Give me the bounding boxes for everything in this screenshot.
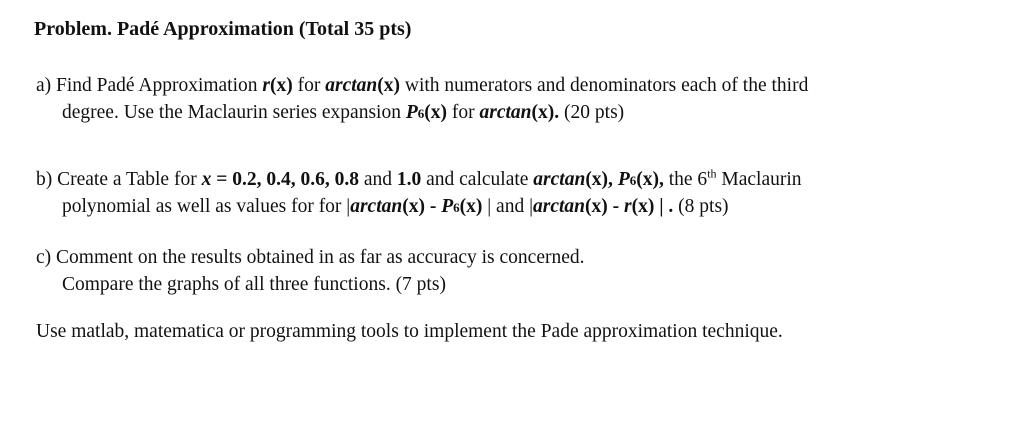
p-symbol: P (617, 169, 630, 190)
r-symbol: r (262, 75, 270, 96)
part-a-line-2 (62, 103, 624, 123)
part-a-text: with numerators and denominators each of the third (400, 75, 809, 96)
part-a-text: a) Find Padé Approximation (36, 75, 263, 96)
part-b-points: (8 pts) (673, 196, 729, 217)
part-b-text: b) Create a Table for (36, 169, 202, 190)
arctan-symbol: arctan (325, 75, 378, 96)
arctan-arg: (x) (377, 75, 401, 96)
p-symbol: P (441, 196, 454, 217)
arctan-symbol: arctan (479, 102, 532, 123)
part-c-line-2: Compare the graphs of all three functions. (7 pts) (62, 274, 446, 295)
part-a-points: (20 pts) (559, 102, 625, 123)
part-b-line-1 (36, 166, 802, 190)
arctan-symbol: arctan (533, 196, 586, 217)
p-subscript: 6 (453, 200, 460, 215)
part-b-text: | and | (482, 196, 533, 217)
arctan-arg: (x) (402, 196, 425, 217)
r-arg: (x) (270, 75, 293, 96)
p-arg: (x), (636, 169, 664, 190)
arctan-arg: (x). (531, 102, 560, 123)
part-b-line-2 (62, 197, 729, 217)
x-symbol: x (201, 169, 212, 190)
r-arg: (x) (631, 196, 655, 217)
part-c-line-1: c) Comment on the results obtained in as far as accuracy is concerned. (36, 247, 585, 268)
p-subscript: 6 (629, 173, 637, 188)
arctan-symbol: arctan (533, 169, 586, 190)
instructions-note: Use matlab, matematica or programming tools to implement the Pade approximation technique. (36, 321, 783, 342)
part-a-line-1 (36, 76, 808, 96)
x-values: = 0.2, 0.4, 0.6, 0.8 (211, 169, 359, 190)
ordinal-superscript: th (707, 166, 717, 181)
arctan-symbol: arctan (350, 196, 403, 217)
r-symbol: r (624, 196, 632, 217)
minus-sign: - (424, 196, 442, 217)
p-symbol: P (405, 102, 418, 123)
part-b-text: the 6 (663, 169, 708, 190)
part-a-text: for (292, 75, 326, 96)
part-b-text: and calculate (421, 169, 534, 190)
arctan-arg: (x), (585, 169, 613, 190)
problem-title: Problem. Padé Approximation (Total 35 pts) (34, 18, 412, 40)
part-b-text: polynomial as well as values for for | (62, 196, 351, 217)
abs-close: | . (654, 196, 674, 217)
p-subscript: 6 (417, 106, 425, 121)
part-b-text: Maclaurin (716, 169, 802, 190)
part-a-text: degree. Use the Maclaurin series expansion (62, 102, 406, 123)
part-b-text: and (358, 169, 397, 190)
p-arg: (x) (424, 102, 448, 123)
arctan-arg: (x) (585, 196, 608, 217)
minus-sign: - (607, 196, 625, 217)
x-value-last: 1.0 (396, 169, 422, 190)
part-a-text: for (447, 102, 480, 123)
p-arg: (x) (459, 196, 483, 217)
